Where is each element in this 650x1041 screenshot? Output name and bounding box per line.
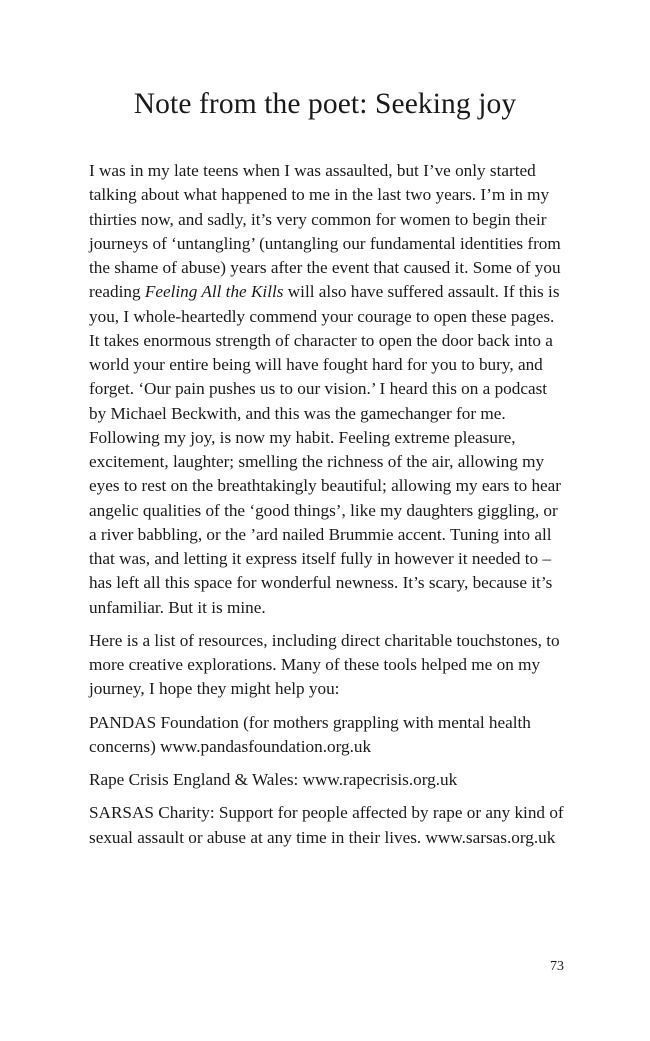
intro-text-before: I was in my late teens when I was assaulted, but I’ve only started talking about what happened to me in the last two years. I’m in my thirties now, and sadly, it’s very common for women to begin their journeys of ‘untangling’ (untangling our fundamental identities from the shame of abuse) years after the event that caused it. Some of you reading	[89, 161, 561, 302]
resource-sarsas: SARSAS Charity: Support for people affected by rape or any kind of sexual assault or abuse at any time in their lives. www.sarsas.org.uk	[89, 803, 564, 847]
book-title-emphasis: Feeling All the Kills	[144, 282, 284, 302]
resource-rape-crisis: Rape Crisis England & Wales: www.rapecrisis.org.uk	[89, 770, 458, 789]
page-title: Note from the poet: Seeking joy	[133, 88, 517, 120]
resources-intro-paragraph: Here is a list of resources, including direct charitable touchstones, to more creative explorations. Many of these tools helped me on my journey, I hope they might help you:	[89, 630, 560, 699]
intro-text-after: will also have suffered assault. If this is you, I whole-heartedly commend your courage to open these pages. It takes enormous strength of character to open the door back into a world your entire being will have fought hard for you to bury, and forget. ‘Our pain pushes us to our vision.’ I heard this on a podcast by Michael Beckwith, and this was the gamechanger for me. Following my joy, is now my habit. Feeling extreme pleasure, excitement, laughter; smelling the richness of the air, allowing my eyes to rest on the breathtakingly beautiful; allowing my ears to hear angelic qualities of the ‘good things’, like my daughters giggling, or a river babbling, or the ’ard nailed Brummie accent. Tuning into all that was, and letting it express itself fully in however it needed to – has left all this space for wonderful newness. It’s scary, because it’s unfamiliar. But it is mine.	[89, 282, 562, 617]
resource-pandas: PANDAS Foundation (for mothers grappling with mental health concerns) www.pandasfoundation.org.uk	[89, 712, 531, 756]
intro-paragraph	[89, 159, 565, 620]
body-text	[89, 159, 565, 859]
page-number: 73	[550, 959, 564, 974]
